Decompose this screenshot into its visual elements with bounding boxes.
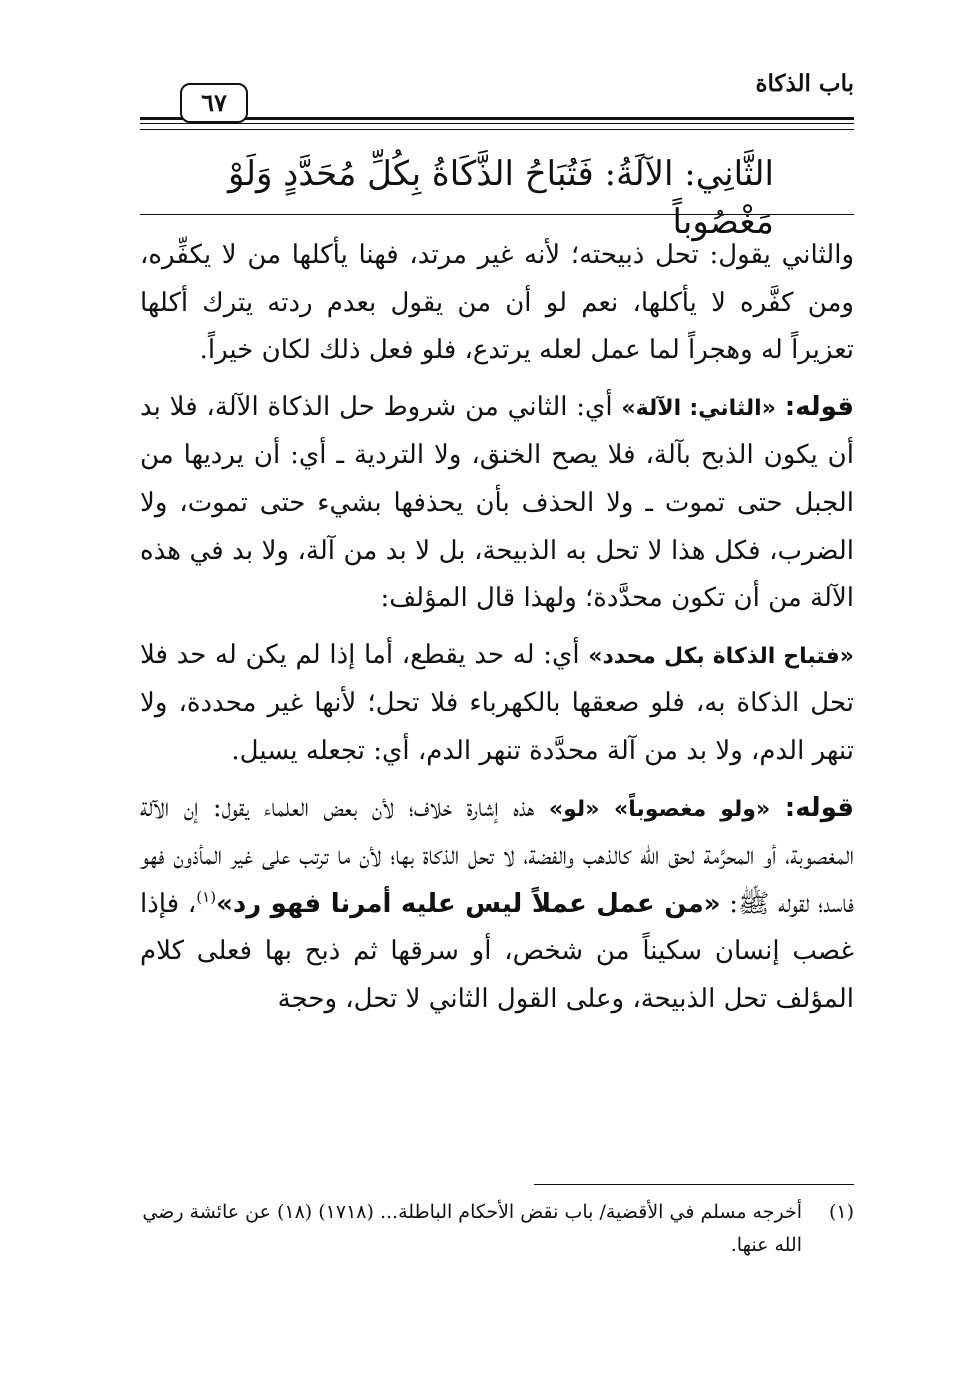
chapter-title: باب الذكاة: [755, 70, 854, 97]
heading-divider: [140, 214, 854, 215]
matn-quote: «فتباح الذكاة بكل محدد»: [588, 643, 854, 669]
header-rule-thin: [140, 129, 854, 130]
matn-quote: «لو»: [548, 796, 600, 822]
footnote-divider: [534, 1184, 854, 1185]
paragraph: [140, 632, 854, 776]
footnotes: [140, 1196, 854, 1262]
footnote-marker[interactable]: (١): [196, 887, 217, 906]
paragraph: [140, 785, 854, 1024]
matn-quote: «الثاني: الآلة»: [621, 395, 776, 421]
paragraph: [140, 232, 854, 375]
footnote-text: أخرجه مسلم في الأقضية/ باب نقض الأحكام الباطلة... (١٧١٨) (١٨) عن عائشة رضي الله عنها.: [142, 1201, 802, 1256]
footnote-item: [140, 1196, 854, 1262]
matn-quote: «ولو مغصوباً»: [614, 796, 771, 822]
paragraph-text: والثاني يقول: تحل ذبيحته؛ لأنه غير مرتد، فهنا يأكلها من لا يكفِّره، ومن كفَّره لا يأكلها، نعم لو أن من يقول بعدم ردته يترك أكلها تعزيراً له وهجراً لما عمل لعله يرتدع، فلو فعل ذلك لكان خيراً.: [140, 240, 854, 366]
header-rule-thick: [140, 117, 854, 120]
header-rules: [140, 88, 854, 139]
paragraph-text: هذه إشارة خلاف؛ لأن بعض العلماء يقول: إن الآلة المغصوبة، أو المحرَّمة لحق الله كالذهب والفضة، لا تحل الذكاة بها؛ لأن ما ترتب على غير المأذون فهو فاسد؛ لقوله ﷺ:: [140, 792, 854, 919]
hadith-quote: «من عمل عملاً ليس عليه أمرنا فهو رد»: [216, 888, 721, 919]
paragraph-text: ، فإذا غصب إنسان سكيناً من شخص، أو سرقها ثم ذبح بها فعلى كلام المؤلف تحل الذبيحة، وعلى القول الثاني لا تحل، وحجة: [140, 888, 854, 1014]
matn-heading: الثَّانِي: الآلَةُ: فَتُبَاحُ الذَّكَاةُ بِكُلِّ مُحَدَّدٍ وَلَوْ مَغْصُوباً: [228, 154, 774, 242]
qawluhu-label: قوله:: [784, 391, 855, 422]
paragraph: [140, 384, 854, 623]
qawluhu-label: قوله:: [784, 792, 855, 823]
body-text: [140, 232, 854, 1033]
paragraph-text: أي: الثاني من شروط حل الذكاة الآلة، فلا بد أن يكون الذبح بآلة، فلا يصح الخنق، ولا التردية ـ أي: أن يرديها من الجبل حتى تموت ـ ولا الحذف بأن يحذفها بشيء حتى تموت، ولا الضرب، فكل هذا لا تحل به الذبيحة، بل لا بد من آلة، ولا بد في هذه الآلة من أن تكون محدَّدة؛ ولهذا قال المؤلف:: [140, 391, 854, 614]
page-number: ٦٧: [180, 83, 248, 123]
footnote-number: (١): [828, 1201, 854, 1223]
header-rule-thin: [140, 123, 854, 124]
paragraph-text: أي: له حد يقطع، أما إذا لم يكن له حد فلا تحل الذكاة به، فلو صعقها بالكهرباء فلا تحل؛ لأنها غير محددة، ولا تنهر الدم، ولا بد من آلة محدَّدة تنهر الدم، أي: تجعله يسيل.: [140, 639, 854, 766]
